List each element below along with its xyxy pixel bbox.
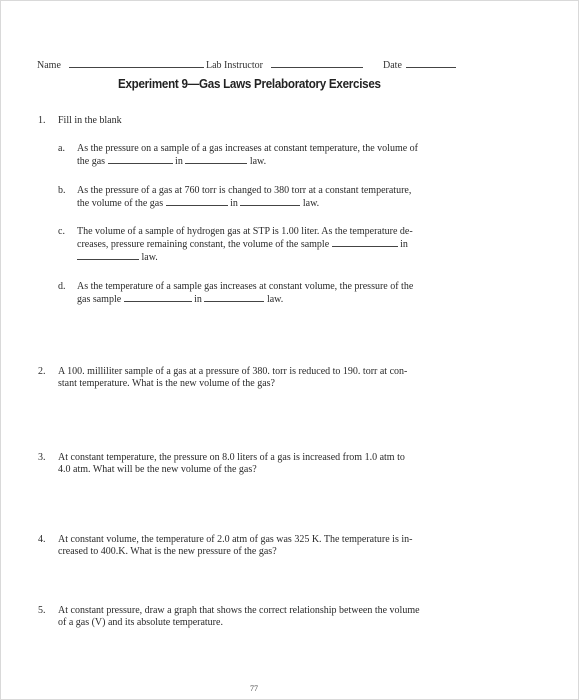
q1c-line1: The volume of a sample of hydrogen gas at STP is 1.00 liter. As the temperature de- [77,226,413,237]
date-field [383,59,456,71]
q4-line2: creased to 400.K. What is the new pressure of the gas? [58,546,277,557]
q1c-line3 [77,251,413,264]
q5-line1: At constant pressure, draw a graph that shows the correct relationship between the volume [58,605,420,616]
q1c-in: in [400,239,408,250]
q1d-line2-start: gas sample [77,294,122,305]
q1b-line2-start: the volume of the gas [77,198,164,209]
q4-line1: At constant volume, the temperature of 2.0 atm of gas was 325 K. The temperature is in- [58,534,413,545]
q1c-text [77,226,413,264]
q1a-blank-2[interactable] [185,155,247,164]
instructor-blank[interactable] [271,59,363,68]
q2-number: 2. [38,366,46,377]
q1b-line1: As the pressure of a gas at 760 torr is changed to 380 torr at a constant temperature, [77,185,412,196]
q5-line2: of a gas (V) and its absolute temperature. [58,617,223,628]
q1a-blank-1[interactable] [108,155,173,164]
q1d-text [77,281,413,306]
q1c-blank-1[interactable] [332,238,398,247]
instructor-label: Lab Instructor [206,60,263,71]
q1b-text [77,185,411,210]
q1d-blank-1[interactable] [124,293,192,302]
date-label: Date [383,60,402,71]
q1d-blank-2[interactable] [204,293,264,302]
q1a-line1: As the pressure on a sample of a gas increases at constant temperature, the volume of [77,143,418,154]
q3-text [58,452,405,476]
q1b-blank-1[interactable] [166,197,228,206]
q1a-line2-start: the gas [77,156,106,167]
q1b-in: in [230,198,238,209]
q1d-letter: d. [58,281,66,292]
q3-line2: 4.0 atm. What will be the new volume of the gas? [58,464,257,475]
q1-number: 1. [38,115,46,126]
q1a-law: law. [249,156,267,167]
q1c-law: law. [141,252,158,263]
q1c-line2-start: creases, pressure remaining constant, the volume of the sample [77,239,330,250]
q1a-in: in [175,156,183,167]
q3-line1: At constant temperature, the pressure on 8.0 liters of a gas is increased from 1.0 atm to [58,452,405,463]
worksheet-title: Experiment 9—Gas Laws Prelaboratory Exercises [118,77,381,91]
q1b-letter: b. [58,185,66,196]
q1a-text [77,143,418,168]
q1b-line2 [77,197,411,210]
q1c-line2 [77,238,413,251]
q1b-blank-2[interactable] [240,197,300,206]
q1d-law: law. [266,294,284,305]
q1c-blank-2[interactable] [77,251,139,260]
q4-number: 4. [38,534,46,545]
q1d-in: in [194,294,202,305]
q1-prompt: Fill in the blank [58,115,122,126]
q2-text [58,366,407,390]
name-label: Name [37,60,61,71]
q1d-line2 [77,293,413,306]
q4-text [58,534,412,558]
name-blank[interactable] [69,59,204,68]
page-number: 77 [250,684,258,693]
q3-number: 3. [38,452,46,463]
q5-number: 5. [38,605,46,616]
q1c-letter: c. [58,226,65,237]
q2-line2: stant temperature. What is the new volume of the gas? [58,378,275,389]
q1a-letter: a. [58,143,65,154]
q1b-law: law. [302,198,320,209]
date-blank[interactable] [406,59,456,68]
q1d-line1: As the temperature of a sample gas increases at constant volume, the pressure of the [77,281,414,292]
instructor-field [206,59,363,71]
name-field [37,59,204,71]
q1a-line2 [77,155,418,168]
q2-line1: A 100. milliliter sample of a gas at a pressure of 380. torr is reduced to 190. torr at con- [58,366,408,377]
q5-text [58,605,420,629]
